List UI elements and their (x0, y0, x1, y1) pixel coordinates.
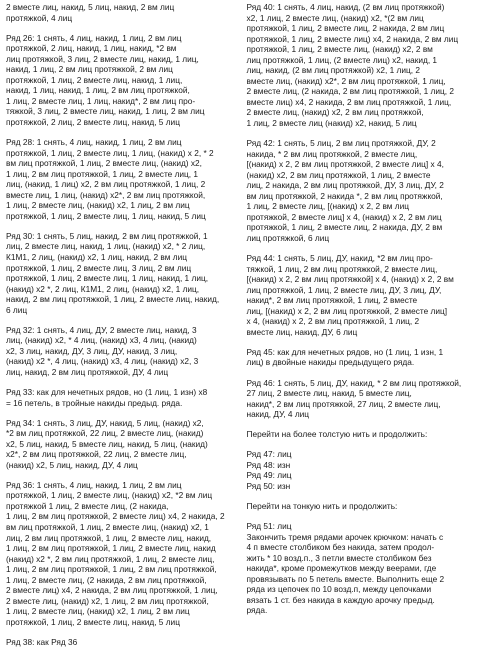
paragraph-row-34: Ряд 34: 1 снять, 3 лиц, ДУ, накид, 5 лиц, (накид) х2, *2 вм лиц протяжкой, 22 лиц, 2 вместе лиц, (накид) х2, 5 лиц, накид, 5 вместе лиц, накид, 5 лиц, (накид) х2*, 2 вм лиц протяжкой, 22 лиц, 2 вместе лиц, (накид) х2, 5 лиц, накид, ДУ, 4 лиц (6, 417, 208, 470)
paragraph-row-38: Ряд 38: как Ряд 36 (6, 636, 78, 647)
paragraph-row-40: Ряд 40: 1 снять, 4 лиц, накид, (2 вм лиц протяжкой) х2, 1 лиц, 2 вместе лиц, (накид) х2, *(2 вм лиц протяжкой, 1 лиц, 2 вместе лиц, 2 накида, 2 вм лиц протяжкой, 1 лиц, 2 вместе лиц) х4, 2 накида, 2 вм лиц протяжкой, 1 лиц, 2 вместе лиц, (накид) х2, 2 вм лиц протяжкой, 1 лиц, (2 вместе лиц) х2, накид, 1 лиц, накид, (2 вм лиц протяжкой) х2, 1 лиц, 2 вместе лиц, (накид) х2*, 2 вм лиц протяжкой, 1 лиц, 2 вместе лиц, (2 накида, 2 вм лиц протяжкой, 1 лиц, 2 вместе лиц) х4, 2 накида, 2 вм лиц протяжкой, 1 лиц, 2 вместе лиц, (накид) х2, 2 вм лиц протяжкой, 1 лиц, 2 вместе лиц (накид) х2, накид, 5 лиц (246, 2, 459, 129)
paragraph-thin-yarn: Перейти на тонкую нить и продолжить: (246, 500, 398, 511)
left-column (6, 2, 237, 647)
paragraph-row-46: Ряд 46: 1 снять, 5 лиц, ДУ, накид, * 2 вм лиц протяжкой, 27 лиц, 2 вместе лиц, накид, 5 вместе лиц, накид*, 2 вм лиц протяжкой, 27 лиц, 2 вместе лиц, накид, ДУ, 4 лиц (246, 377, 462, 420)
paragraph-row-25-end: 2 вместе лиц, накид, 5 лиц, накид, 2 вм лиц протяжкой, 4 лиц (6, 2, 175, 23)
paragraph-row-44: Ряд 44: 1 снять, 5 лиц, ДУ, накид, *2 вм лиц про- тяжкой, 1 лиц, 2 вм лиц протяжкой, 2 вместе лиц, [(накид) х 2, 2 вм лиц протяжкой] х 4, (накид) х 2, 2 вм лиц протяжкой, 1 лиц, 2 вместе лиц, ДУ, 3 лиц, ДУ, накид*, 2 вм лиц протяжкой, 1 лиц, 2 вместе лиц, [(накид) х 2, 2 вм лиц протяжкой, 2 вместе лиц] х 4, (накид) х 2, 2 вм лиц протяжкой, 1 лиц, 2 вместе лиц, накид, ДУ, 6 лиц (246, 253, 454, 337)
paragraph-thick-yarn: Перейти на более толстую нить и продолжить: (246, 429, 428, 440)
paragraph-rows-47-50: Ряд 47: лиц Ряд 48: изн Ряд 49: лиц Ряд 50: изн (246, 449, 292, 491)
paragraph-row-42: Ряд 42: 1 снять, 5 лиц, 2 вм лиц протяжкой, ДУ, 2 накида, * 2 вм лиц протяжкой, 2 вместе лиц, [(накид) х 2, 2 вм лиц протяжкой, 2 вместе лиц] х 4, (накид) х2, 2 вм лиц протяжкой, 1 лиц, 2 вместе лиц, 2 накида, 2 вм лиц протяжкой, ДУ, 3 лиц, ДУ, 2 вм лиц протяжкой, 2 накида *, 2 вм лиц протяжкой, 1 лиц, 2 вместе лиц, [(накид) х 2, 2 вм лиц протяжкой, 2 вместе лиц] х 4, (накид) х 2, 2 вм лиц протяжкой, 1 лиц, 2 вместе лиц, 2 накида, ДУ, 2 вм лиц протяжкой, 6 лиц (246, 138, 444, 243)
paragraph-row-51-finish: Ряд 51: лиц Закончить тремя рядами арочек крючком: начать с 4 п вместе столбиком без накида, затем продол- жить * 10 возд.п., 3 петли вместе столбиком без накида*, кроме промежутков между веерами, где провязывать по 5 петель вместе. Выполнить еще 2 ряда из цепочек по 10 возд.п, между цепочками вязать 1 ст. без накида в каждую арочку предыд. ряда. (246, 520, 445, 616)
paragraph-row-32: Ряд 32: 1 снять, 4 лиц, ДУ, 2 вместе лиц, накид, 3 лиц, (накид) х2, * 4 лиц, (накид) х3, 4 лиц, (накид) х2, 3 лиц, накид, ДУ, 3 лиц, ДУ, накид, 3 лиц, (накид) х2 *, 4 лиц, (накид) х3, 4 лиц, (накид) х2, 3 лиц, накид, 2 вм лиц протяжкой, ДУ, 4 лиц (6, 324, 199, 377)
right-column (247, 2, 478, 635)
paragraph-row-30: Ряд 30: 1 снять, 5 лиц, накид, 2 вм лиц протяжкой, 1 лиц, 2 вместе лиц, накид, 1 лиц, (накид) х2, * 2 лиц, К1М1, 2 лиц, (накид) х2, 1 лиц, накид, 2 вм лиц протяжкой, 1 лиц, 2 вместе лиц, 3 лиц, 2 вм лиц протяжкой, 1 лиц, 2 вместе лиц, 1 лиц, накид, 1 лиц, (накид) х2 *, 2 лиц, К1М1, 2 лиц, (накид) х2, 1 лиц, накид, 2 вм лиц протяжкой, 1 лиц, 2 вместе лиц, накид, 6 лиц (6, 230, 220, 315)
paragraph-row-28: Ряд 28: 1 снять, 4 лиц, накид, 1 лиц, 2 вм лиц протяжкой, 1 лиц, 2 вместе лиц, 1 лиц, (накид) х 2, * 2 вм лиц протяжкой, 1 лиц, 2 вместе лиц, (накид) х2, 1 лиц, 2 вм лиц протяжкой, 1 лиц, 2 вместе лиц, 1 лиц, (накид, 1 лиц) х2, 2 вм лиц протяжкой, 1 лиц, 2 вместе лиц, 1 лиц, (накид) х2*, 2 вм лиц протяжкой, 1 лиц, 2 вместе лиц, (накид) х2, 1 лиц, 2 вм лиц протяжкой, 1 лиц, 2 вместе лиц, 1 лиц, накид, 5 лиц (6, 137, 214, 221)
paragraph-row-26: Ряд 26: 1 снять, 4 лиц, накид, 1 лиц, 2 вм лиц протяжкой, 2 лиц, накид, 1 лиц, накид, *2 вм лиц протяжкой, 3 лиц, 2 вместе лиц, накид, 1 лиц, накид, 1 лиц, 2 вм лиц протяжкой, 2 вм лиц протяжкой, 1 лиц, 2 вместе лиц, накид, 1 лиц, накид, 1 лиц, накид, 1 лиц, 2 вм лиц протяжкой, 1 лиц, 2 вместе лиц, 1 лиц, накид*, 2 вм лиц про- тяжкой, 3 лиц, 2 вместе лиц, накид, 1 лиц, 2 вм лиц протяжкой, 2 лиц, 2 вместе лиц, накид, 5 лиц (6, 32, 205, 127)
paragraph-row-45: Ряд 45: как для нечетных рядов, но (1 лиц, 1 изн, 1 лиц) в двойные накиды предыдущего ряда. (246, 346, 444, 368)
paragraph-row-36: Ряд 36: 1 снять, 4 лиц, накид, 1 лиц, 2 вм лиц протяжкой, 1 лиц, 2 вместе лиц, (накид) х2, *2 вм лиц протяжкой 1 лиц, 2 вместе лиц, (2 накида, 1 лиц, 2 вм лиц протяжкой, 2 вместе лиц) х4, 2 накида, 2 вм лиц протяжкой, 1 лиц, 2 вместе лиц, (накид) х2, 1 лиц, 2 вм лиц протяжкой, 1 лиц, 2 вместе лиц, накид, 1 лиц, 2 вм лиц протяжкой, 1 лиц, 2 вместе лиц, накид (накид) х2 *, 2 вм лиц протяжкой, 1 лиц, 2 вместе лиц, 1 лиц, 2 вм лиц протяжкой, 1 лиц, 2 вм лиц протяжкой, 1 лиц, 2 вместе лиц, (2 накида, 2 вм лиц протяжкой, 2 вместе лиц) х4, 2 накида, 2 вм лиц протяжкой, 1 лиц, 2 вместе лиц, (накид) х2, 1 лиц, 2 вм лиц протяжкой, 1 лиц, 2 вместе лиц, (накид) х2, 1 лиц, 2 вм лиц протяжкой, 1 лиц, 2 вместе лиц, накид, 5 лиц (6, 479, 225, 627)
paragraph-row-33: Ряд 33: как для нечетных рядов, но (1 лиц, 1 изн) х8 = 16 петель, в тройные накиды предыд. ряда. (6, 387, 208, 408)
